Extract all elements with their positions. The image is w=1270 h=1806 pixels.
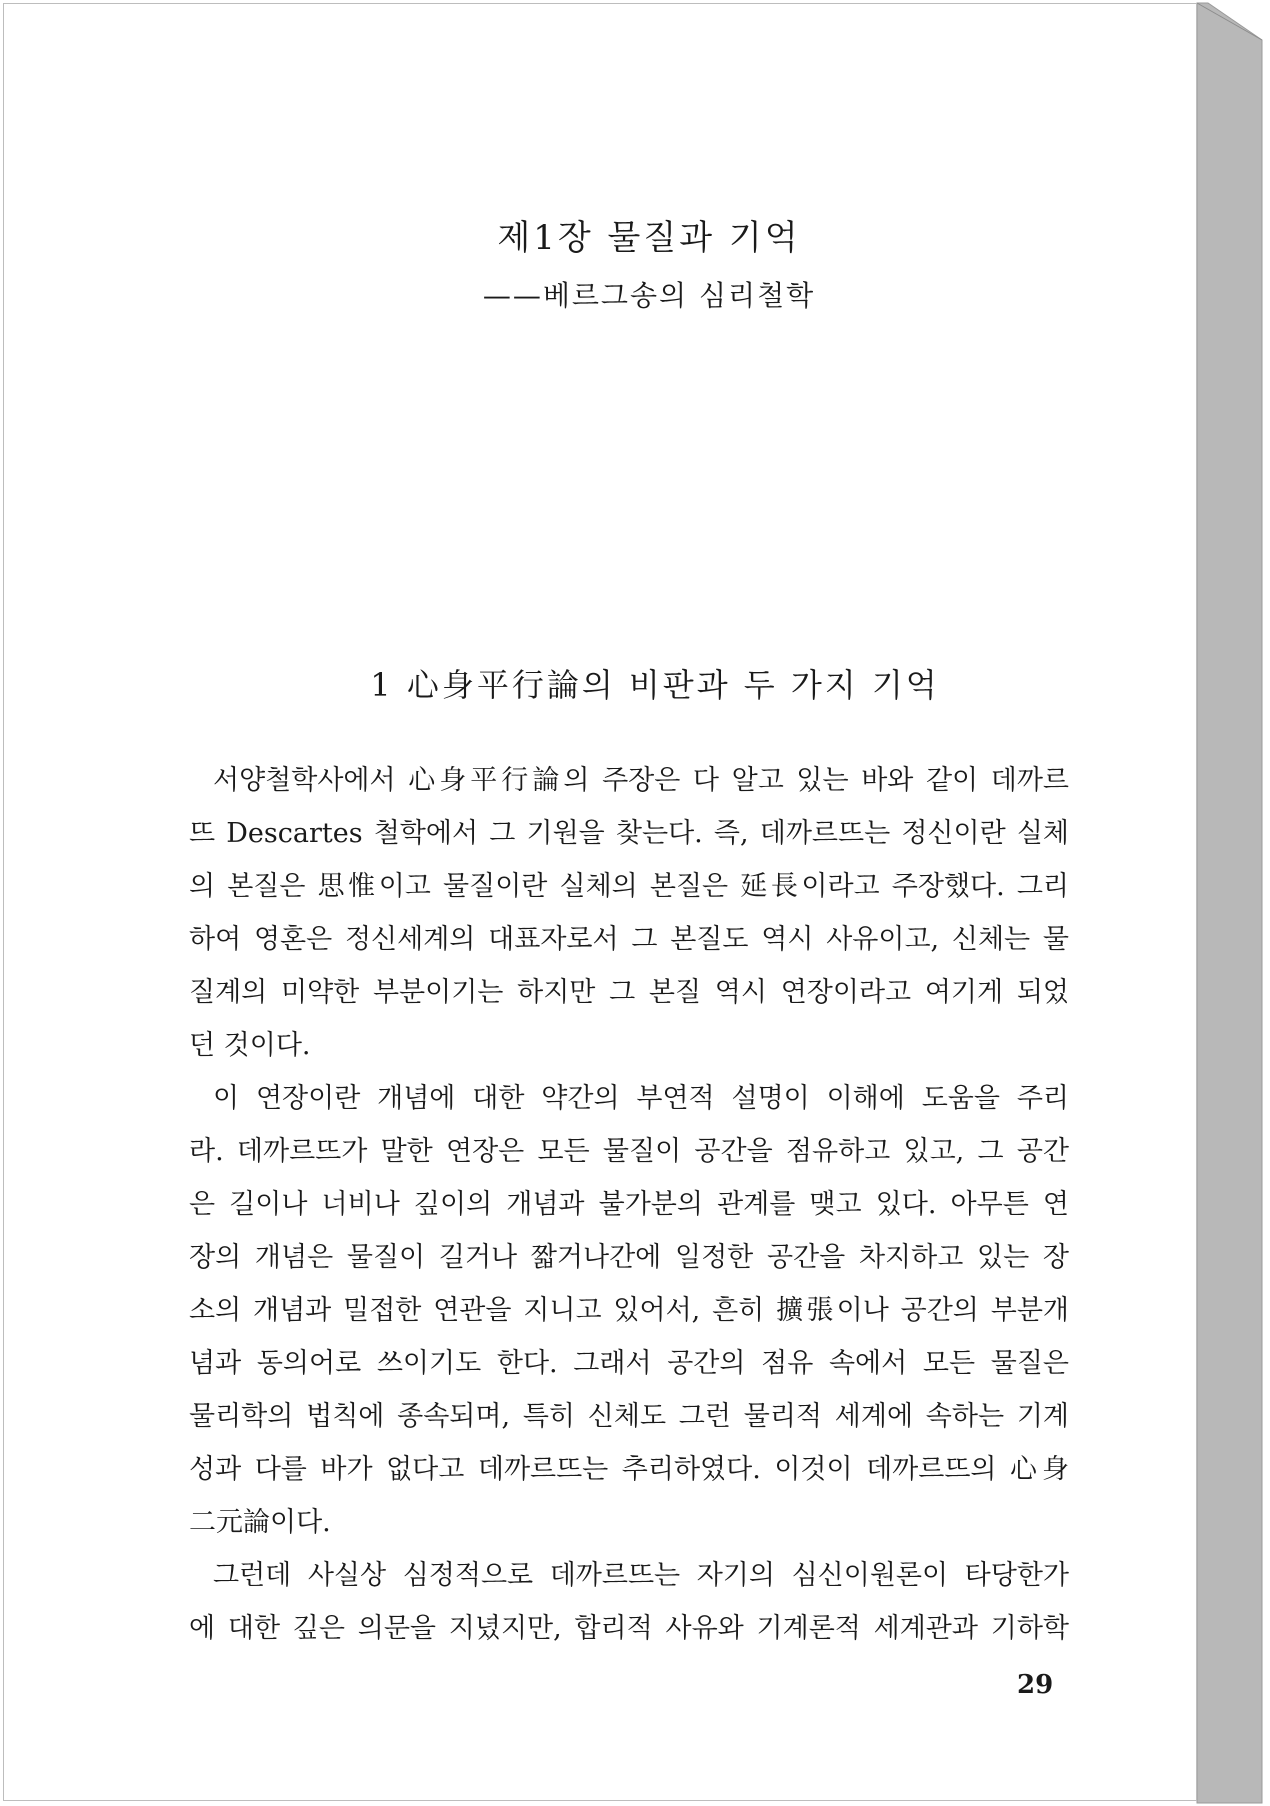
text-line: 성과 다를 바가 없다고 데까르뜨는 추리하였다. 이것이 데까르뜨의 心身 — [189, 1454, 1069, 1485]
text-line: 이 연장이란 개념에 대한 약간의 부연적 설명이 이해에 도움을 주리 — [213, 1083, 1069, 1114]
text-line: 소의 개념과 밀접한 연관을 지니고 있어서, 흔히 擴張이나 공간의 부분개 — [189, 1295, 1069, 1326]
book-page — [3, 3, 1197, 1801]
page-number: 29 — [1017, 1670, 1054, 1700]
text-line: 질계의 미약한 부분이기는 하지만 그 본질 역시 연장이라고 여기게 되었 — [189, 977, 1069, 1008]
text-line: 서양철학사에서 心身平行論의 주장은 다 알고 있는 바와 같이 데까르 — [213, 765, 1069, 796]
text-line: 라. 데까르뜨가 말한 연장은 모든 물질이 공간을 점유하고 있고, 그 공간 — [189, 1136, 1069, 1167]
text-line: 에 대한 깊은 의문을 지녔지만, 합리적 사유와 기계론적 세계관과 기하학 — [189, 1613, 1069, 1644]
text-line: 하여 영혼은 정신세계의 대표자로서 그 본질도 역시 사유이고, 신체는 물 — [189, 924, 1069, 955]
section-heading: 1 心身平行論의 비판과 두 가지 기억 — [370, 666, 940, 704]
text-line: 그런데 사실상 심정적으로 데까르뜨는 자기의 심신이원론이 타당한가 — [213, 1560, 1069, 1591]
text-line: 二元論이다. — [189, 1507, 331, 1538]
body-text — [189, 754, 1069, 1655]
text-line: 던 것이다. — [189, 1030, 311, 1061]
text-line: 의 본질은 思惟이고 물질이란 실체의 본질은 延長이라고 주장했다. 그리 — [189, 871, 1069, 902]
chapter-subtitle: ——베르그송의 심리철학 — [482, 279, 816, 312]
text-line: 념과 동의어로 쓰이기도 한다. 그래서 공간의 점유 속에서 모든 물질은 — [189, 1348, 1069, 1379]
text-line: 은 길이나 너비나 깊이의 개념과 불가분의 관계를 맺고 있다. 아무튼 연 — [189, 1189, 1069, 1220]
chapter-title: 제1장 물질과 기억 — [497, 218, 801, 258]
text-line: 뜨 Descartes 철학에서 그 기원을 찾는다. 즉, 데까르뜨는 정신이란 실체 — [189, 818, 1069, 849]
text-line: 물리학의 법칙에 종속되며, 특히 신체도 그런 물리적 세계에 속하는 기계 — [189, 1401, 1069, 1432]
text-line: 장의 개념은 물질이 길거나 짧거나간에 일정한 공간을 차지하고 있는 장 — [189, 1242, 1069, 1273]
